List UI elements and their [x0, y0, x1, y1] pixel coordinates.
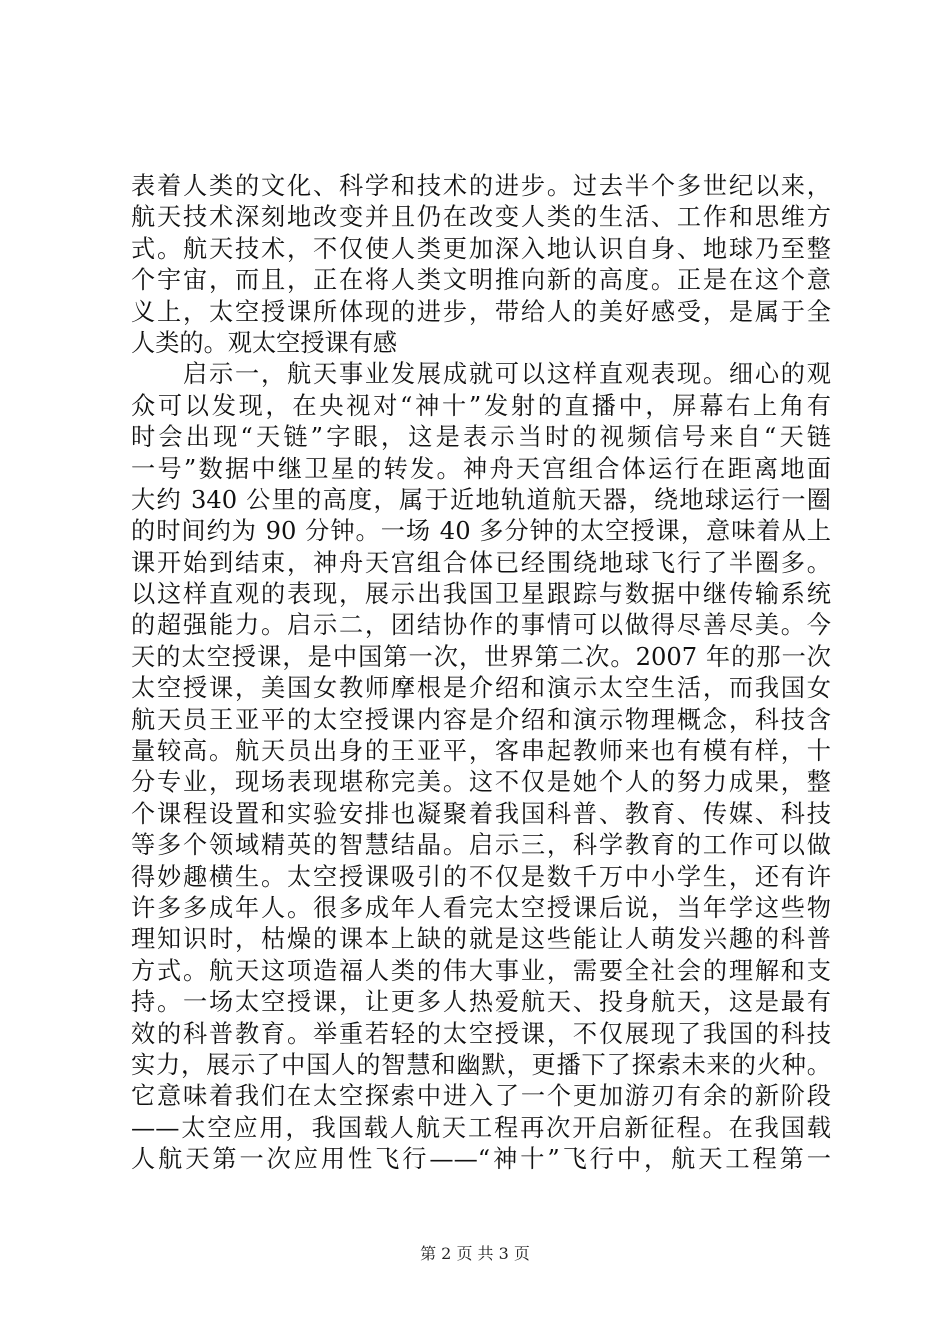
text-line: 许多多成年人。很多成年人看完太空授课后说，当年学这些物	[131, 893, 831, 922]
text-line: 量较高。航天员出身的王亚平，客串起教师来也有模有样，十	[131, 737, 831, 766]
text-line: 时会出现“天链”字眼，这是表示当时的视频信号来自“天链	[131, 423, 831, 452]
text-line: 启示一，航天事业发展成就可以这样直观表现。细心的观	[131, 360, 831, 389]
text-line: 航天技术深刻地改变并且仍在改变人类的生活、工作和思维方	[131, 203, 831, 232]
document-body	[131, 171, 831, 1176]
text-line: 课开始到结束，神舟天宫组合体已经围绕地球飞行了半圈多。	[131, 548, 831, 577]
text-line: 一号”数据中继卫星的转发。神舟天宫组合体运行在距离地面	[131, 454, 831, 483]
text-line: 的时间约为 90 分钟。一场 40 多分钟的太空授课，意味着从上	[131, 517, 831, 546]
text-line: 理知识时，枯燥的课本上缺的就是这些能让人萌发兴趣的科普	[131, 925, 831, 954]
text-line: 实力，展示了中国人的智慧和幽默，更播下了探索未来的火种。	[131, 1050, 831, 1079]
text-line: 以这样直观的表现，展示出我国卫星跟踪与数据中继传输系统	[131, 580, 831, 609]
text-line: 的超强能力。启示二，团结协作的事情可以做得尽善尽美。今	[131, 611, 831, 640]
text-line: 义上，太空授课所体现的进步，带给人的美好感受，是属于全	[131, 297, 831, 326]
text-line: 天的太空授课，是中国第一次，世界第二次。2007 年的那一次	[131, 642, 831, 671]
text-line: 航天员王亚平的太空授课内容是介绍和演示物理概念，科技含	[131, 705, 831, 734]
text-line: 得妙趣横生。太空授课吸引的不仅是数千万中小学生，还有许	[131, 862, 831, 891]
text-line: ——太空应用，我国载人航天工程再次开启新征程。在我国载	[131, 1113, 831, 1142]
text-line: 它意味着我们在太空探索中进入了一个更加游刃有余的新阶段	[131, 1082, 831, 1111]
text-line: 式。航天技术，不仅使人类更加深入地认识自身、地球乃至整	[131, 234, 831, 263]
text-line: 方式。航天这项造福人类的伟大事业，需要全社会的理解和支	[131, 956, 831, 985]
page-footer: 第 2 页 共 3 页	[420, 1244, 530, 1263]
text-line: 效的科普教育。举重若轻的太空授课，不仅展现了我国的科技	[131, 1019, 831, 1048]
text-line: 个宇宙，而且，正在将人类文明推向新的高度。正是在这个意	[131, 266, 831, 295]
text-line: 太空授课，美国女教师摩根是介绍和演示太空生活，而我国女	[131, 674, 831, 703]
text-line: 分专业，现场表现堪称完美。这不仅是她个人的努力成果，整	[131, 768, 831, 797]
text-line: 众可以发现，在央视对“神十”发射的直播中，屏幕右上角有	[131, 391, 831, 420]
text-line: 持。一场太空授课，让更多人热爱航天、投身航天，这是最有	[131, 988, 831, 1017]
text-line: 人航天第一次应用性飞行——“神十”飞行中，航天工程第一	[131, 1145, 831, 1174]
text-line: 大约 340 公里的高度，属于近地轨道航天器，绕地球运行一圈	[131, 485, 831, 514]
text-line: 表着人类的文化、科学和技术的进步。过去半个多世纪以来，	[131, 172, 831, 200]
text-line: 人类的。观太空授课有感	[131, 328, 398, 357]
text-line: 等多个领域精英的智慧结晶。启示三，科学教育的工作可以做	[131, 831, 831, 860]
text-line: 个课程设置和实验安排也凝聚着我国科普、教育、传媒、科技	[131, 799, 831, 828]
